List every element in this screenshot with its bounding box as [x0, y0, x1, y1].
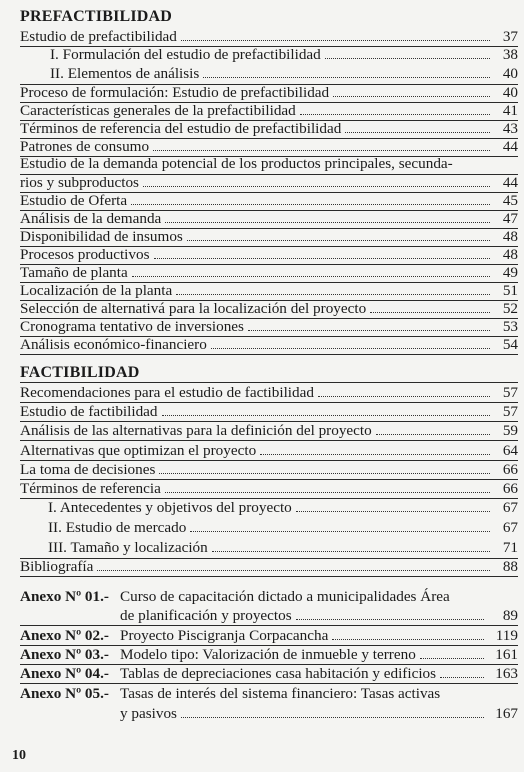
toc-entry: [20, 420, 518, 440]
entry-page: 49: [502, 264, 518, 281]
leader-dots: [181, 40, 490, 41]
leader-dots: [296, 511, 490, 512]
entry-page: 44: [502, 174, 518, 191]
entry-page: 47: [502, 210, 518, 227]
entry-page: 57: [502, 403, 518, 420]
annex-label: Anexo Nº 01.-: [20, 588, 109, 605]
annex-text: Proyecto Piscigranja Corpacancha: [120, 627, 329, 644]
toc-entry: [20, 440, 518, 460]
entry-label: Características generales de la prefactibilidad: [20, 102, 296, 119]
entry-label: Alternativas que optimizan el proyecto: [20, 442, 257, 459]
leader-dots: [187, 240, 490, 241]
rule-line: [20, 354, 518, 355]
leader-dots: [154, 258, 490, 259]
entry-label: Proceso de formulación: Estudio de prefactibilidad: [20, 84, 330, 101]
leader-dots: [165, 492, 490, 493]
leader-dots: [176, 294, 490, 295]
entry-page: 64: [502, 442, 518, 459]
entry-label: Recomendaciones para el estudio de factibilidad: [20, 384, 314, 401]
entry-page: 40: [502, 65, 518, 82]
toc-entry: [20, 401, 518, 421]
leader-dots: [159, 473, 490, 474]
entry-label: Estudio de factibilidad: [20, 403, 158, 420]
toc-entry: [50, 44, 518, 64]
toc-entry: [20, 244, 518, 264]
leader-dots: [211, 348, 490, 349]
entry-page: 43: [502, 120, 518, 137]
toc-entry: [20, 298, 518, 318]
leader-dots: [143, 186, 490, 187]
toc-entry: [20, 663, 518, 683]
entry-label: II. Elementos de análisis: [50, 65, 200, 82]
toc-entry: [48, 517, 518, 537]
entry-page: 66: [502, 461, 518, 478]
toc-entry: [48, 497, 518, 517]
toc-entry: [120, 605, 518, 625]
entry-label: Selección de alternativá para la localización del proyecto: [20, 300, 367, 317]
toc-entry: [20, 82, 518, 102]
annex-text-continuation: de planificación y proyectos: [120, 607, 292, 624]
entry-page: 53: [502, 318, 518, 335]
entry-page: 163: [495, 665, 518, 682]
entry-page: 44: [502, 138, 518, 155]
toc-entry: [20, 262, 518, 282]
annex-label: Anexo Nº 04.-: [20, 665, 109, 682]
toc-entry: [20, 172, 518, 192]
annex-label: Anexo Nº 02.-: [20, 627, 109, 644]
leader-dots: [296, 619, 484, 620]
entry-label: Bibliografía: [20, 558, 94, 575]
entry-label: Análisis de las alternativas para la definición del proyecto: [20, 422, 372, 439]
entry-label: Términos de referencia del estudio de prefactibilidad: [20, 120, 342, 137]
section-title-prefactibilidad: PREFACTIBILIDAD: [20, 8, 173, 25]
entry-label: Tamaño de planta: [20, 264, 128, 281]
annex-line: [20, 587, 450, 606]
entry-page: 52: [502, 300, 518, 317]
entry-label: Términos de referencia: [20, 480, 161, 497]
entry-label: II. Estudio de mercado: [48, 519, 187, 536]
leader-dots: [345, 132, 490, 133]
leader-dots: [162, 415, 491, 416]
entry-label: Localización de la planta: [20, 282, 173, 299]
toc-entry: [48, 537, 518, 557]
entry-label: Disponibilidad de insumos: [20, 228, 183, 245]
leader-dots: [131, 204, 490, 205]
entry-label: Procesos productivos: [20, 246, 150, 263]
page-number: 10: [12, 748, 26, 763]
entry-page: 67: [502, 499, 518, 516]
leader-dots: [260, 454, 490, 455]
entry-page: 71: [502, 539, 518, 556]
entry-label: Patrones de consumo: [20, 138, 150, 155]
leader-dots: [376, 434, 490, 435]
leader-dots: [325, 58, 490, 59]
toc-entry: [20, 280, 518, 300]
toc-entry: [20, 26, 518, 46]
entry-label: Estudio de prefactibilidad: [20, 28, 177, 45]
entry-page: 45: [502, 192, 518, 209]
leader-dots: [212, 551, 490, 552]
toc-entry: [20, 625, 518, 645]
annex-text: Modelo tipo: Valorización de inmueble y terreno: [120, 646, 416, 663]
leader-dots: [440, 677, 484, 678]
entry-label-continuation: rios y subproductos: [20, 174, 139, 191]
entry-page: 38: [502, 46, 518, 63]
entry-label: Cronograma tentativo de inversiones: [20, 318, 244, 335]
entry-page: 37: [502, 28, 518, 45]
entry-label: III. Tamaño y localización: [48, 539, 208, 556]
entry-label: Estudio de la demanda potencial de los productos principales, secunda-: [20, 155, 453, 172]
entry-page: 119: [495, 627, 518, 644]
entry-label: I. Antecedentes y objetivos del proyecto: [48, 499, 292, 516]
entry-page: 167: [495, 705, 518, 722]
leader-dots: [190, 531, 490, 532]
leader-dots: [248, 330, 490, 331]
section-title-factibilidad: FACTIBILIDAD: [20, 364, 140, 381]
entry-label: Análisis de la demanda: [20, 210, 162, 227]
toc-entry: [20, 226, 518, 246]
entry-page: 40: [502, 84, 518, 101]
entry-label: Análisis económico-financiero: [20, 336, 207, 353]
entry-page: 59: [502, 422, 518, 439]
toc-entry: [20, 118, 518, 138]
toc-entry: [20, 316, 518, 336]
leader-dots: [132, 276, 490, 277]
toc-entry: [20, 136, 518, 156]
leader-dots: [181, 717, 484, 718]
entry-label: Estudio de Oferta: [20, 192, 128, 209]
annex-text-continuation: y pasivos: [120, 705, 177, 722]
toc-entry: [20, 459, 518, 479]
leader-dots: [203, 77, 490, 78]
entry-page: 88: [502, 558, 518, 575]
entry-page: 57: [502, 384, 518, 401]
leader-dots: [300, 114, 490, 115]
entry-page: 51: [502, 282, 518, 299]
leader-dots: [333, 96, 490, 97]
rule-line: [20, 576, 518, 577]
leader-dots: [165, 222, 490, 223]
entry-page: 41: [502, 102, 518, 119]
leader-dots: [420, 658, 484, 659]
annex-text: Tablas de depreciaciones casa habitación y edificios: [120, 665, 437, 682]
annex-label: Anexo Nº 03.-: [20, 646, 109, 663]
leader-dots: [97, 570, 490, 571]
annex-text: Tasas de interés del sistema financiero: Tasas activas: [120, 685, 441, 702]
toc-entry: [50, 63, 518, 83]
annex-label: Anexo Nº 05.-: [20, 685, 109, 702]
entry-label: La toma de decisiones: [20, 461, 156, 478]
toc-entry: [20, 190, 518, 210]
entry-page: 48: [502, 228, 518, 245]
leader-dots: [153, 150, 490, 151]
toc-entry: [20, 644, 518, 664]
entry-label: I. Formulación del estudio de prefactibilidad: [50, 46, 321, 63]
entry-page: 48: [502, 246, 518, 263]
leader-dots: [332, 639, 484, 640]
toc-entry: [20, 208, 518, 228]
annex-text: Curso de capacitación dictado a municipalidades Área: [120, 588, 450, 605]
leader-dots: [370, 312, 490, 313]
toc-entry: [20, 382, 518, 402]
entry-page: 89: [502, 607, 518, 624]
toc-entry: [120, 703, 518, 723]
annex-line: [20, 684, 440, 703]
toc-entry: [20, 100, 518, 120]
entry-page: 67: [502, 519, 518, 536]
entry-page: 161: [495, 646, 518, 663]
leader-dots: [318, 396, 490, 397]
entry-page: 54: [502, 336, 518, 353]
entry-page: 66: [502, 480, 518, 497]
toc-entry: [20, 478, 518, 498]
toc-entry: [20, 334, 518, 354]
toc-entry: [20, 556, 518, 576]
